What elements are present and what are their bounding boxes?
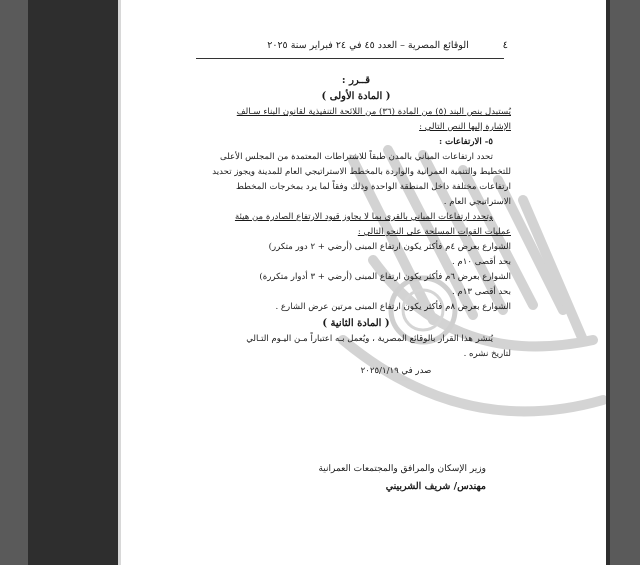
minister-name: مهندس/ شريف الشربيني [385,481,486,492]
header-divider [196,58,504,59]
left-window-border [0,0,30,565]
text-line: الإشارة إليها النص التالي : [419,122,511,132]
issue-date: صدر في ٢٠٢٥/١/١٩ [360,366,432,376]
text-line: ٥- الارتفاعات : [439,137,493,147]
text-line: للتخطيط والتنمية العمرانية والواردة بالمخطط الاستراتيجي العام للمدينة ويجوز تحديد [212,167,511,177]
text-line: عمليات القوات المسلحة على النحو التالي : [357,227,511,237]
text-line: تحدد ارتفاعات المباني بالمدن طبقاً للاشتراطات المعتمدة من المجلس الأعلى [220,152,493,162]
text-line: الاستراتيجي العام . [443,197,511,207]
article-1-title: ( المادة الأولى ) [321,91,391,102]
text-line: يُستبدل بنص البند (٥) من المادة (٣٦) من اللائحة التنفيذية لقانون البناء سـالف [236,107,511,117]
signature-block [286,460,486,496]
text-line: يُنشر هذا القرار بالوقائع المصرية ، ويُعمل بـه اعتباراً مـن اليـوم التـالي [246,334,493,344]
minister-title: وزير الإسكان والمرافق والمجتمعات العمرانية [318,464,486,474]
text-line: الشوارع بعرض ٨م فأكثر يكون ارتفاع المبنى مرتين عرض الشارع . [275,302,511,312]
text-line: الشوارع بعرض ٤م فأكثر يكون ارتفاع المبنى (أرضي + ٢ دور متكرر) [268,242,511,252]
text-line: بحد أقصى ١٠م . [451,257,511,267]
text-line: ارتفاعات مختلفة داخل المنطقة الواحدة وذلك وفقاً لما يرد بمخرجات المخطط [236,182,511,192]
text-line: الشوارع بعرض ٦م فأكثر يكون ارتفاع المبنى (أرضي + ٣ أدوار متكررة) [259,272,511,282]
text-line: بحد أقصى ١٣م . [451,287,511,297]
text-line: لتاريخ نشره . [463,349,511,359]
text-line: وتحدد ارتفاعات المباني بالقرى بما لا يجاوز قيود الارتفاع الصادرة من هيئة [234,212,493,222]
article-2-title: ( المادة الثانية ) [322,318,390,329]
page-number: ٤ [502,40,508,51]
gazette-header: الوقائع المصرية – العدد ٤٥ في ٢٤ فبراير سنة ٢٠٢٥ [267,40,469,51]
right-window-border [610,0,640,565]
page-edge [118,0,121,565]
decree-body [201,72,511,379]
document-page [118,0,606,565]
decree-word: قــرر : [341,75,371,86]
